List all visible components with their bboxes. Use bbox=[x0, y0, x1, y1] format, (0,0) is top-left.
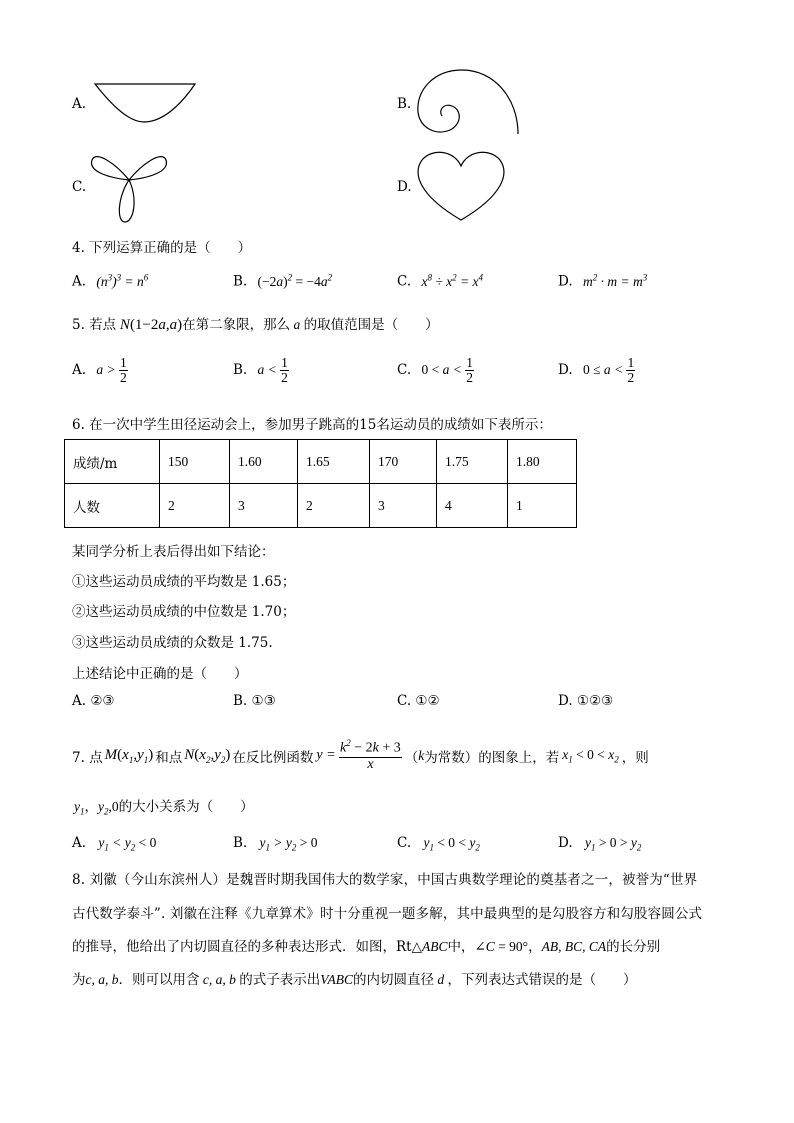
q7-stem-part: 为常数）的图象上，若 bbox=[424, 750, 560, 766]
q7-option-b bbox=[233, 835, 318, 853]
q7-condition: $x_1 < 0 < x_2$ bbox=[562, 747, 619, 765]
q5-a-label: A. bbox=[72, 361, 87, 378]
q6-option-c: C. ①② bbox=[397, 693, 440, 709]
q4-option-d bbox=[558, 272, 647, 290]
q6-analysis: 某同学分析上表后得出如下结论： bbox=[72, 544, 275, 560]
q5-stem-end: 的取值范围是（ ） bbox=[303, 317, 439, 333]
q7-stem-part: 在反比例函数 bbox=[232, 750, 314, 766]
q8-text: ．则可以用含 bbox=[118, 972, 200, 988]
q7-c-label: C. bbox=[397, 835, 412, 851]
question-4-stem: 4. 下列运算正确的是（ ） bbox=[72, 240, 252, 256]
q5-a-formula: a > $\frac{1}{2}$ bbox=[96, 355, 127, 386]
score-table bbox=[64, 439, 577, 528]
q6-conclusion-1: ①这些运动员成绩的平均数是 1.65； bbox=[72, 574, 296, 590]
q6-question: 上述结论中正确的是（ ） bbox=[72, 666, 248, 682]
q7-d-label: D. bbox=[558, 835, 573, 851]
table-cell: 2 bbox=[298, 484, 370, 528]
q5-d-label: D. bbox=[558, 361, 573, 378]
q5-stem-suffix: 在第二象限，那么 bbox=[182, 317, 291, 333]
q7-b-label: B. bbox=[233, 835, 248, 851]
q7-var-k: k bbox=[418, 748, 425, 763]
q8-sides: AB, BC, CA bbox=[541, 939, 607, 954]
q8-text: 为 bbox=[72, 972, 86, 988]
question-6-stem: 6. 在一次中学生田径运动会上，参加男子跳高的15名运动员的成绩如下表所示： bbox=[72, 417, 552, 433]
q8-line-1: 8. 刘徽（今山东滨州人）是魏晋时期我国伟大的数学家，中国古典数学理论的奠基者之一，被誉为“世界 bbox=[72, 872, 698, 888]
q7-stem-part: ，则 bbox=[621, 750, 649, 766]
table-cell: 3 bbox=[230, 484, 298, 528]
q5-option-d bbox=[558, 356, 635, 385]
q7-function-formula: y = $\frac{k^2 - 2k + 3}{x}$ bbox=[316, 738, 401, 772]
table-cell: 2 bbox=[160, 484, 230, 528]
option-b-label: B. bbox=[397, 96, 412, 112]
q6-conclusion-2: ②这些运动员成绩的中位数是 1.70； bbox=[72, 604, 296, 620]
q7-line2-end: 的大小关系为（ ） bbox=[118, 799, 254, 815]
table-cell: 3 bbox=[370, 484, 437, 528]
table-cell: 1.65 bbox=[298, 440, 370, 484]
q7-point-m: $M(x_1,y_1)$ bbox=[104, 747, 154, 765]
three-leaf-rose-figure bbox=[88, 146, 174, 226]
q5-c-label: C. bbox=[397, 361, 412, 378]
q4-option-b bbox=[233, 272, 332, 290]
q6-option-b: B. ①③ bbox=[233, 693, 276, 709]
q8-line-3 bbox=[72, 935, 660, 955]
q4-option-a bbox=[72, 272, 148, 290]
bowl-curve-figure bbox=[92, 78, 202, 128]
table-cell: 170 bbox=[370, 440, 437, 484]
heart-curve-figure bbox=[414, 148, 510, 224]
q5-var-a: a bbox=[290, 317, 304, 332]
q5-point-n: N(1−2a,a) bbox=[116, 317, 183, 333]
q7-option-c bbox=[397, 835, 480, 853]
q7-a-formula: $y_1 < y_2 < 0$ bbox=[98, 835, 157, 853]
option-d-label: D. bbox=[397, 179, 412, 195]
q5-d-formula: 0 ≤ a < $\frac{1}{2}$ bbox=[582, 355, 635, 386]
q6-option-a: A. ②③ bbox=[72, 693, 115, 709]
q4-option-c bbox=[397, 272, 483, 290]
q4-d-formula: $m^2 \cdot m = m^3$ bbox=[582, 272, 648, 289]
q7-option-a bbox=[72, 835, 156, 853]
q6-option-d: D. ①②③ bbox=[558, 693, 614, 709]
q5-b-label: B. bbox=[233, 361, 248, 378]
q4-b-label: B. bbox=[233, 273, 248, 290]
q8-vars: c, a, b bbox=[199, 972, 240, 987]
table-cell: 1.60 bbox=[230, 440, 298, 484]
q7-stem-part: 7. 点 bbox=[72, 750, 103, 766]
q7-d-formula: $y_1 > 0 > y_2$ bbox=[584, 835, 642, 853]
question-5-stem bbox=[72, 313, 439, 334]
q8-text: 的长分别 bbox=[606, 939, 661, 955]
q7-b-formula: $y_1 > y_2 > 0$ bbox=[259, 835, 318, 853]
table-cell: 150 bbox=[160, 440, 230, 484]
table-cell: 人数 bbox=[65, 484, 160, 528]
q8-triangle: VABC bbox=[320, 972, 353, 987]
table-cell: 4 bbox=[437, 484, 508, 528]
q4-a-label: A. bbox=[72, 273, 87, 290]
table-cell: 1 bbox=[508, 484, 577, 528]
q4-b-formula: $(-2a)^2 = -4a^2$ bbox=[257, 272, 333, 289]
q8-line-4 bbox=[72, 968, 637, 988]
q8-text: ，下列表达式错误的是（ ） bbox=[447, 972, 637, 988]
q5-option-a bbox=[72, 356, 128, 385]
q8-line-2: 古代数学泰斗”. 刘徽在注释《九章算术》时十分重视一题多解，其中最典型的是勾股容方和勾股容圆公式 bbox=[72, 906, 703, 922]
q7-stem-part: （ bbox=[404, 750, 419, 766]
q4-a-formula: $(n^3)^3 = n^6$ bbox=[96, 272, 149, 289]
table-cell: 1.80 bbox=[508, 440, 577, 484]
table-row bbox=[65, 440, 577, 484]
question-7-stem bbox=[72, 736, 649, 776]
q7-c-formula: $y_1 < 0 < y_2$ bbox=[423, 835, 480, 853]
q8-var-d: d bbox=[434, 972, 448, 987]
q8-text: 的内切圆直径 bbox=[353, 972, 434, 988]
q7-point-n: $N(x_2,y_2)$ bbox=[184, 747, 231, 765]
q8-vars: c, a, b bbox=[85, 972, 119, 987]
q5-option-b bbox=[233, 356, 289, 385]
q8-text: 的式子表示出 bbox=[239, 972, 321, 988]
option-a-label: A. bbox=[72, 96, 87, 112]
q5-option-c bbox=[397, 356, 474, 385]
option-c-label: C. bbox=[72, 179, 87, 195]
q5-stem-prefix: 5. 若点 bbox=[72, 317, 117, 333]
table-row bbox=[65, 484, 577, 528]
q7-vars: $y_1$，$y_2,0$ bbox=[74, 799, 119, 817]
q8-abc: ABC bbox=[421, 939, 448, 954]
q7-stem-part: 和点 bbox=[155, 750, 183, 766]
table-cell: 1.75 bbox=[437, 440, 508, 484]
q8-text: ， bbox=[528, 939, 542, 955]
q5-b-formula: a < $\frac{1}{2}$ bbox=[257, 355, 288, 386]
q7-option-d bbox=[558, 835, 641, 853]
q8-text: 的推导，他给出了内切圆直径的多种表达形式．如图，Rt△ bbox=[72, 939, 422, 955]
q7-a-label: A. bbox=[72, 835, 87, 851]
q5-c-formula: 0 < a < $\frac{1}{2}$ bbox=[421, 355, 473, 386]
q4-c-label: C. bbox=[397, 273, 412, 290]
q7-stem-line2 bbox=[74, 795, 254, 817]
spiral-curve-figure bbox=[414, 68, 524, 140]
q4-c-formula: $x^8 \div x^2 = x^4$ bbox=[421, 272, 483, 289]
q4-d-label: D. bbox=[558, 273, 573, 290]
q8-angle: ∠C = 90° bbox=[474, 939, 529, 954]
table-cell: 成绩/m bbox=[65, 440, 160, 484]
q8-text: 中， bbox=[447, 939, 475, 955]
q6-conclusion-3: ③这些运动员成绩的众数是 1.75. bbox=[72, 635, 273, 651]
